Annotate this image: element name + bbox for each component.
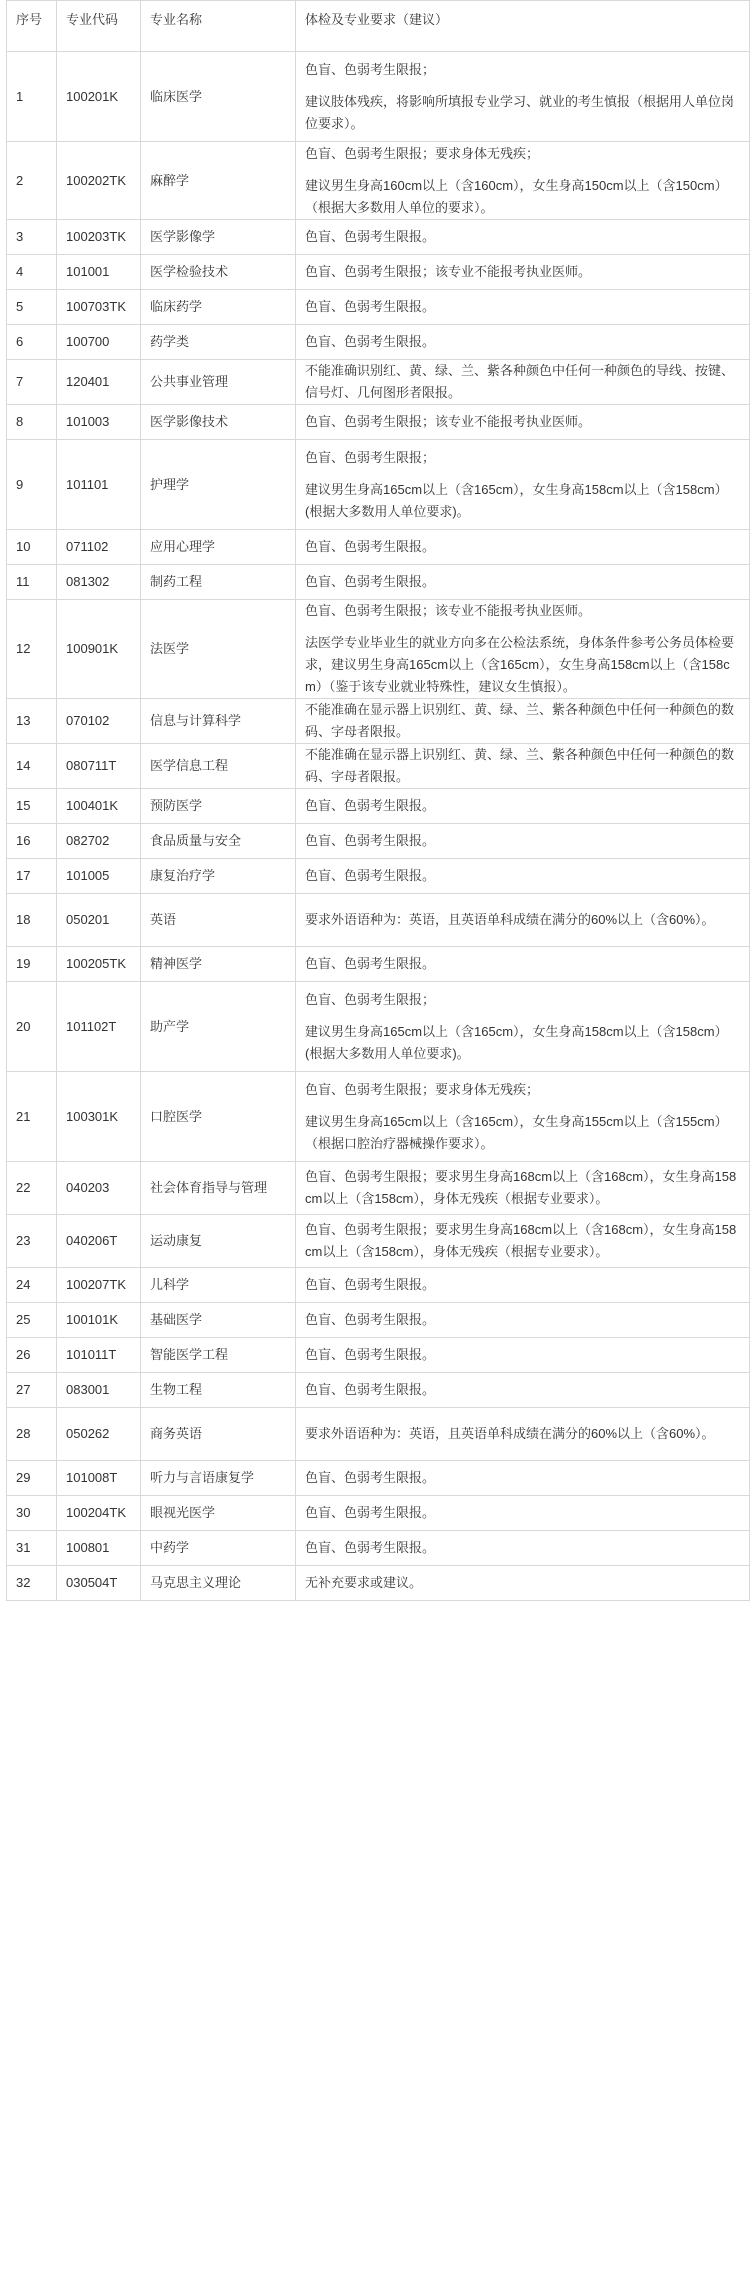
serial-number-cell: 27	[7, 1373, 57, 1408]
major-name-cell: 康复治疗学	[141, 859, 296, 894]
major-name-cell: 运动康复	[141, 1215, 296, 1268]
requirement-paragraph: 色盲、色弱考生限报；要求身体无残疾；	[305, 145, 540, 161]
major-code-cell: 100801	[57, 1531, 141, 1566]
major-code-cell: 070102	[57, 699, 141, 744]
serial-number-cell: 9	[7, 440, 57, 530]
requirements-cell	[296, 1531, 750, 1566]
serial-number-cell: 16	[7, 824, 57, 859]
major-name-cell: 麻醉学	[141, 142, 296, 220]
major-code-cell: 120401	[57, 360, 141, 405]
major-code-cell: 050262	[57, 1408, 141, 1461]
major-code-cell: 100101K	[57, 1303, 141, 1338]
major-code-cell: 100703TK	[57, 290, 141, 325]
requirement-paragraph: 建议男生身高165cm以上（含165cm），女生身高158cm以上（含158cm）(根据大多数用人单位要求)。	[305, 1023, 728, 1061]
requirements-cell	[296, 859, 750, 894]
requirement-paragraph: 建议男生身高165cm以上（含165cm），女生身高155cm以上（含155cm）（根据口腔治疗器械操作要求）。	[305, 1113, 728, 1151]
requirement-paragraph: 要求外语语种为：英语，且英语单科成绩在满分的60%以上（含60%）。	[305, 912, 715, 927]
requirement-paragraph: 不能准确识别红、黄、绿、兰、紫各种颜色中任何一种颜色的导线、按键、信号灯、几何图形者限报。	[305, 363, 735, 400]
serial-number-cell: 3	[7, 220, 57, 255]
requirement-paragraph: 色盲、色弱考生限报；要求男生身高168cm以上（含168cm），女生身高158cm以上（含158cm），身体无残疾（根据专业要求）。	[305, 1222, 737, 1259]
requirements-cell	[296, 1566, 750, 1601]
requirement-paragraph: 色盲、色弱考生限报。	[305, 1505, 436, 1520]
table-row	[7, 947, 750, 982]
table-row	[7, 440, 750, 530]
table-row	[7, 1268, 750, 1303]
requirements-cell	[296, 565, 750, 600]
requirement-paragraph: 色盲、色弱考生限报；要求男生身高168cm以上（含168cm），女生身高158cm以上（含158cm），身体无残疾（根据专业要求）。	[305, 1169, 737, 1206]
requirements-cell	[296, 440, 750, 530]
requirement-paragraph: 色盲、色弱考生限报。	[305, 539, 436, 554]
table-row	[7, 255, 750, 290]
table-row	[7, 1072, 750, 1162]
requirements-cell	[296, 1338, 750, 1373]
requirements-cell	[296, 1373, 750, 1408]
requirements-cell	[296, 744, 750, 789]
major-code-cell: 071102	[57, 530, 141, 565]
serial-number-cell: 11	[7, 565, 57, 600]
requirement-paragraph: 不能准确在显示器上识别红、黄、绿、兰、紫各种颜色中任何一种颜色的数码、字母者限报。	[305, 702, 735, 739]
requirement-paragraph: 色盲、色弱考生限报。	[305, 1470, 436, 1485]
major-name-cell: 商务英语	[141, 1408, 296, 1461]
major-code-cell: 081302	[57, 565, 141, 600]
serial-number-cell: 24	[7, 1268, 57, 1303]
table-header-row	[7, 1, 750, 52]
requirements-cell	[296, 1215, 750, 1268]
table-row	[7, 52, 750, 142]
requirements-cell	[296, 360, 750, 405]
serial-number-cell: 21	[7, 1072, 57, 1162]
requirements-cell	[296, 1303, 750, 1338]
requirement-paragraph: 法医学专业毕业生的就业方向多在公检法系统，身体条件参考公务员体检要求，建议男生身高165cm以上（含165cm），女生身高158cm以上（含158cm）（鉴于该专业就业特殊性，建议女生慎报）。	[305, 635, 735, 694]
table-row	[7, 405, 750, 440]
requirements-cell	[296, 1268, 750, 1303]
requirement-paragraph: 色盲、色弱考生限报。	[305, 1382, 436, 1397]
table-body	[7, 52, 750, 1601]
table-row	[7, 982, 750, 1072]
requirement-paragraph: 色盲、色弱考生限报。	[305, 1347, 436, 1362]
major-name-cell: 临床药学	[141, 290, 296, 325]
major-name-cell: 基础医学	[141, 1303, 296, 1338]
requirements-cell	[296, 220, 750, 255]
major-name-cell: 眼视光医学	[141, 1496, 296, 1531]
serial-number-cell: 14	[7, 744, 57, 789]
requirement-paragraph: 建议男生身高165cm以上（含165cm），女生身高158cm以上（含158cm）(根据大多数用人单位要求)。	[305, 481, 728, 519]
requirement-paragraph: 色盲、色弱考生限报。	[305, 956, 436, 971]
table-row	[7, 220, 750, 255]
major-name-cell: 儿科学	[141, 1268, 296, 1303]
major-code-cell: 100203TK	[57, 220, 141, 255]
requirement-paragraph: 建议肢体残疾，将影响所填报专业学习、就业的考生慎报（根据用人单位岗位要求）。	[305, 93, 735, 131]
requirement-paragraph: 色盲、色弱考生限报。	[305, 833, 436, 848]
major-code-cell: 101005	[57, 859, 141, 894]
major-code-cell: 100201K	[57, 52, 141, 142]
requirement-paragraph: 色盲、色弱考生限报。	[305, 299, 436, 314]
table-row	[7, 142, 750, 220]
serial-number-cell: 28	[7, 1408, 57, 1461]
requirements-cell	[296, 1496, 750, 1531]
serial-number-cell: 6	[7, 325, 57, 360]
requirements-cell	[296, 255, 750, 290]
serial-number-cell: 22	[7, 1162, 57, 1215]
requirements-cell	[296, 1072, 750, 1162]
table-row	[7, 789, 750, 824]
major-code-cell: 101101	[57, 440, 141, 530]
major-code-cell: 100202TK	[57, 142, 141, 220]
requirements-cell	[296, 1162, 750, 1215]
serial-number-cell: 18	[7, 894, 57, 947]
requirements-cell	[296, 142, 750, 220]
major-code-cell: 040203	[57, 1162, 141, 1215]
serial-number-cell: 13	[7, 699, 57, 744]
major-code-cell: 101008T	[57, 1461, 141, 1496]
requirements-cell	[296, 530, 750, 565]
major-name-cell: 预防医学	[141, 789, 296, 824]
requirement-paragraph: 要求外语语种为：英语，且英语单科成绩在满分的60%以上（含60%）。	[305, 1426, 715, 1441]
requirement-paragraph: 色盲、色弱考生限报；该专业不能报考执业医师。	[305, 603, 592, 618]
table-row	[7, 1496, 750, 1531]
table-row	[7, 1461, 750, 1496]
requirement-paragraph: 色盲、色弱考生限报。	[305, 574, 436, 589]
serial-number-cell: 5	[7, 290, 57, 325]
table-row	[7, 744, 750, 789]
requirement-paragraph: 色盲、色弱考生限报；	[305, 449, 436, 465]
major-name-cell: 护理学	[141, 440, 296, 530]
table-row	[7, 824, 750, 859]
requirement-paragraph: 无补充要求或建议。	[305, 1575, 423, 1590]
serial-number-cell: 19	[7, 947, 57, 982]
requirement-paragraph: 色盲、色弱考生限报。	[305, 1277, 436, 1292]
major-name-cell: 食品质量与安全	[141, 824, 296, 859]
major-code-cell: 100401K	[57, 789, 141, 824]
major-code-cell: 083001	[57, 1373, 141, 1408]
table-row	[7, 325, 750, 360]
requirement-paragraph: 不能准确在显示器上识别红、黄、绿、兰、紫各种颜色中任何一种颜色的数码、字母者限报。	[305, 747, 735, 784]
requirement-paragraph: 色盲、色弱考生限报；	[305, 991, 436, 1007]
table-row	[7, 1338, 750, 1373]
major-code-cell: 100205TK	[57, 947, 141, 982]
major-name-cell: 公共事业管理	[141, 360, 296, 405]
major-name-cell: 信息与计算科学	[141, 699, 296, 744]
requirement-paragraph: 建议男生身高160cm以上（含160cm），女生身高150cm以上（含150cm）（根据大多数用人单位的要求）。	[305, 177, 728, 215]
majors-requirements-table	[6, 0, 750, 1601]
table-row	[7, 1215, 750, 1268]
major-name-cell: 英语	[141, 894, 296, 947]
table-row	[7, 530, 750, 565]
table-row	[7, 1408, 750, 1461]
major-code-cell: 100700	[57, 325, 141, 360]
major-name-cell: 法医学	[141, 600, 296, 699]
table-row	[7, 1566, 750, 1601]
requirements-cell	[296, 947, 750, 982]
requirement-paragraph: 色盲、色弱考生限报；要求身体无残疾；	[305, 1081, 540, 1097]
major-code-cell: 101001	[57, 255, 141, 290]
serial-number-cell: 29	[7, 1461, 57, 1496]
table-row	[7, 1531, 750, 1566]
major-code-cell: 100901K	[57, 600, 141, 699]
requirements-cell	[296, 894, 750, 947]
major-name-cell: 医学信息工程	[141, 744, 296, 789]
requirement-paragraph: 色盲、色弱考生限报。	[305, 1312, 436, 1327]
serial-number-cell: 20	[7, 982, 57, 1072]
requirements-cell	[296, 1461, 750, 1496]
major-name-cell: 马克思主义理论	[141, 1566, 296, 1601]
requirements-cell	[296, 824, 750, 859]
requirement-paragraph: 色盲、色弱考生限报。	[305, 1540, 436, 1555]
major-code-cell: 101102T	[57, 982, 141, 1072]
serial-number-cell: 31	[7, 1531, 57, 1566]
major-code-cell: 040206T	[57, 1215, 141, 1268]
requirement-paragraph: 色盲、色弱考生限报。	[305, 229, 436, 244]
requirement-paragraph: 色盲、色弱考生限报；	[305, 61, 436, 77]
requirements-cell	[296, 290, 750, 325]
serial-number-cell: 30	[7, 1496, 57, 1531]
major-name-cell: 听力与言语康复学	[141, 1461, 296, 1496]
requirement-paragraph: 色盲、色弱考生限报。	[305, 334, 436, 349]
serial-number-cell: 10	[7, 530, 57, 565]
major-code-cell: 101003	[57, 405, 141, 440]
requirements-cell	[296, 405, 750, 440]
header-major-name: 专业名称	[141, 1, 296, 52]
table-row	[7, 290, 750, 325]
table-row	[7, 565, 750, 600]
major-code-cell: 082702	[57, 824, 141, 859]
serial-number-cell: 1	[7, 52, 57, 142]
serial-number-cell: 7	[7, 360, 57, 405]
serial-number-cell: 8	[7, 405, 57, 440]
major-name-cell: 社会体育指导与管理	[141, 1162, 296, 1215]
major-name-cell: 制药工程	[141, 565, 296, 600]
requirements-cell	[296, 789, 750, 824]
major-name-cell: 应用心理学	[141, 530, 296, 565]
serial-number-cell: 23	[7, 1215, 57, 1268]
major-name-cell: 临床医学	[141, 52, 296, 142]
requirements-cell	[296, 600, 750, 699]
table-row	[7, 1303, 750, 1338]
major-code-cell: 030504T	[57, 1566, 141, 1601]
requirements-cell	[296, 325, 750, 360]
major-name-cell: 助产学	[141, 982, 296, 1072]
table-row	[7, 1162, 750, 1215]
requirement-paragraph: 色盲、色弱考生限报。	[305, 868, 436, 883]
major-name-cell: 医学影像技术	[141, 405, 296, 440]
table-row	[7, 859, 750, 894]
table-row	[7, 699, 750, 744]
header-requirements: 体检及专业要求（建议）	[296, 1, 750, 52]
major-name-cell: 精神医学	[141, 947, 296, 982]
serial-number-cell: 17	[7, 859, 57, 894]
serial-number-cell: 15	[7, 789, 57, 824]
serial-number-cell: 4	[7, 255, 57, 290]
table-row	[7, 600, 750, 699]
requirements-cell	[296, 699, 750, 744]
major-name-cell: 口腔医学	[141, 1072, 296, 1162]
major-name-cell: 智能医学工程	[141, 1338, 296, 1373]
major-name-cell: 生物工程	[141, 1373, 296, 1408]
requirement-paragraph: 色盲、色弱考生限报；该专业不能报考执业医师。	[305, 414, 592, 429]
major-name-cell: 药学类	[141, 325, 296, 360]
major-code-cell: 050201	[57, 894, 141, 947]
table-row	[7, 360, 750, 405]
serial-number-cell: 32	[7, 1566, 57, 1601]
requirements-cell	[296, 982, 750, 1072]
serial-number-cell: 12	[7, 600, 57, 699]
serial-number-cell: 26	[7, 1338, 57, 1373]
major-code-cell: 100301K	[57, 1072, 141, 1162]
serial-number-cell: 2	[7, 142, 57, 220]
major-code-cell: 101011T	[57, 1338, 141, 1373]
major-code-cell: 080711T	[57, 744, 141, 789]
requirement-paragraph: 色盲、色弱考生限报；该专业不能报考执业医师。	[305, 264, 592, 279]
major-name-cell: 中药学	[141, 1531, 296, 1566]
serial-number-cell: 25	[7, 1303, 57, 1338]
major-name-cell: 医学影像学	[141, 220, 296, 255]
requirements-cell	[296, 1408, 750, 1461]
header-serial-number: 序号	[7, 1, 57, 52]
major-name-cell: 医学检验技术	[141, 255, 296, 290]
major-code-cell: 100204TK	[57, 1496, 141, 1531]
requirement-paragraph: 色盲、色弱考生限报。	[305, 798, 436, 813]
requirements-cell	[296, 52, 750, 142]
table-row	[7, 1373, 750, 1408]
major-code-cell: 100207TK	[57, 1268, 141, 1303]
table-row	[7, 894, 750, 947]
header-major-code: 专业代码	[57, 1, 141, 52]
